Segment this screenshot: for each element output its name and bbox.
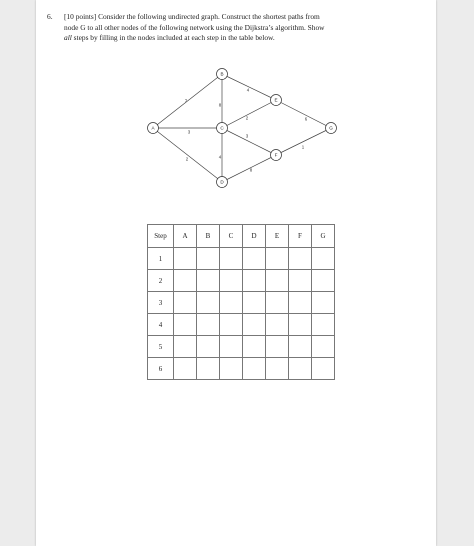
table-cell[interactable] (174, 248, 197, 270)
table-cell[interactable] (266, 358, 289, 380)
table-cell[interactable] (197, 270, 220, 292)
table-cell[interactable] (266, 270, 289, 292)
table-cell[interactable] (289, 270, 312, 292)
table-cell[interactable] (220, 358, 243, 380)
table-cell[interactable] (174, 358, 197, 380)
edge-f-g (276, 125, 333, 155)
edge-c-f (220, 125, 276, 155)
table-cell[interactable] (289, 358, 312, 380)
step-number: 3 (148, 292, 174, 314)
table-cell[interactable] (197, 292, 220, 314)
table-cell[interactable] (197, 248, 220, 270)
node-label: A (151, 125, 155, 131)
dijkstra-steps-table (147, 224, 335, 380)
node-label: D (220, 179, 224, 185)
table-cell[interactable] (220, 270, 243, 292)
table-cell[interactable] (220, 292, 243, 314)
graph-edges (153, 71, 331, 182)
question-number: 6. (47, 12, 53, 21)
table-header-row (148, 225, 335, 248)
table-cell[interactable] (174, 314, 197, 336)
step-number: 5 (148, 336, 174, 358)
table-cell[interactable] (289, 292, 312, 314)
question-line-2: node G to all other nodes of the following network using the Dijkstra’s algorithm. Show (64, 22, 325, 32)
node-label: B (220, 71, 224, 77)
table-header-node: C (220, 225, 243, 248)
table-cell[interactable] (289, 248, 312, 270)
table-header-step: Step (148, 225, 174, 248)
edge-weight-label: 6 (304, 116, 308, 122)
table-cell[interactable] (197, 358, 220, 380)
edge-weight-label: 2 (185, 156, 189, 162)
edge-weight-label: 4 (246, 87, 250, 93)
table-header-node: E (266, 225, 289, 248)
edge-weight-label: 2 (245, 115, 249, 121)
question-line-1: Consider the following undirected graph. Construct the shortest paths from (98, 12, 320, 21)
node-label: G (329, 125, 333, 131)
question-points: [10 points] (64, 12, 97, 21)
table-row (148, 270, 335, 292)
step-number: 6 (148, 358, 174, 380)
edge-weight-label: 1 (301, 144, 305, 150)
graph-node-g (326, 123, 337, 134)
graph-node-d (217, 177, 228, 188)
table-cell[interactable] (312, 292, 335, 314)
table-cell[interactable] (220, 248, 243, 270)
table-cell[interactable] (174, 336, 197, 358)
table-cell[interactable] (266, 336, 289, 358)
graph-node-f (271, 150, 282, 161)
table-cell[interactable] (174, 292, 197, 314)
edge-weight-label: 4 (218, 154, 222, 160)
step-number: 1 (148, 248, 174, 270)
step-number: 4 (148, 314, 174, 336)
edge-weight-label: 3 (187, 129, 191, 135)
table-cell[interactable] (243, 336, 266, 358)
edge-e-g (274, 97, 331, 128)
question-line-3: steps by filling in the nodes included at each step in the table below. (73, 33, 275, 43)
graph-node-c (217, 123, 228, 134)
table-cell[interactable] (289, 314, 312, 336)
edge-a-d (151, 125, 224, 182)
table-row (148, 358, 335, 380)
table-header-node: B (197, 225, 220, 248)
graph-node-b (217, 69, 228, 80)
table-row (148, 292, 335, 314)
node-label: F (274, 152, 278, 158)
table-cell[interactable] (312, 270, 335, 292)
table-cell[interactable] (266, 248, 289, 270)
edge-a-b (153, 71, 224, 128)
table-cell[interactable] (243, 314, 266, 336)
graph-node-a (148, 123, 159, 134)
table-cell[interactable] (243, 270, 266, 292)
table-header-node: A (174, 225, 197, 248)
table-cell[interactable] (197, 336, 220, 358)
table-header-node: F (289, 225, 312, 248)
table-cell[interactable] (197, 314, 220, 336)
table-row (148, 314, 335, 336)
edge-weight-label: 3 (245, 133, 249, 139)
table-cell[interactable] (312, 336, 335, 358)
node-label: C (220, 125, 224, 131)
table-cell[interactable] (266, 314, 289, 336)
question-emphasis: all (64, 33, 72, 43)
table-row (148, 248, 335, 270)
table-cell[interactable] (312, 248, 335, 270)
table-cell[interactable] (266, 292, 289, 314)
table-cell[interactable] (312, 358, 335, 380)
table-cell[interactable] (312, 314, 335, 336)
edge-weight-label: 7 (184, 98, 188, 104)
node-label: E (274, 97, 278, 103)
edge-weight-label: 8 (218, 102, 222, 108)
table-cell[interactable] (289, 336, 312, 358)
step-number: 2 (148, 270, 174, 292)
edge-weight-label: 8 (249, 167, 253, 173)
table-cell[interactable] (243, 358, 266, 380)
table-cell[interactable] (220, 336, 243, 358)
table-header-node: G (312, 225, 335, 248)
table-cell[interactable] (243, 292, 266, 314)
edge-c-e (222, 97, 278, 128)
table-header-node: D (243, 225, 266, 248)
table-row (148, 336, 335, 358)
table-cell[interactable] (220, 314, 243, 336)
graph-node-e (271, 95, 282, 106)
table-cell[interactable] (174, 270, 197, 292)
table-cell[interactable] (243, 248, 266, 270)
